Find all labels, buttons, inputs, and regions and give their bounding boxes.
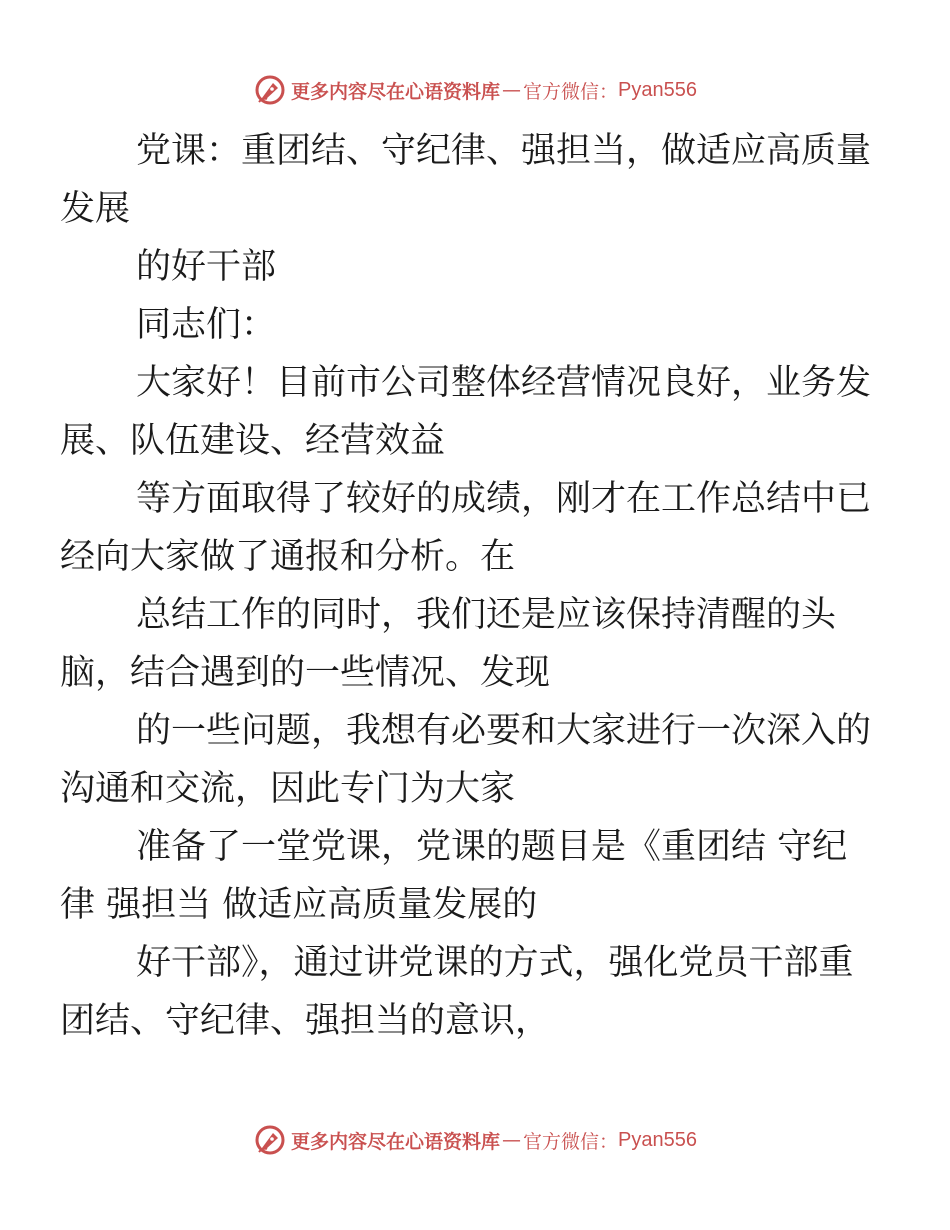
header-banner bbox=[0, 70, 950, 110]
text-line: 展、队伍建设、经营效益 bbox=[60, 421, 446, 461]
paragraph bbox=[60, 818, 858, 934]
header-wechat-label: 官方微信： bbox=[523, 80, 619, 103]
text-line: 沟通和交流，因此专门为大家 bbox=[60, 769, 516, 809]
paragraph bbox=[60, 470, 872, 586]
text-line: 好干部》，通过讲党课的方式，强化党员干部重 bbox=[136, 943, 854, 983]
text-line: 经向大家做了通报和分析。在 bbox=[60, 537, 516, 577]
paragraph bbox=[98, 296, 858, 354]
paragraph bbox=[60, 702, 872, 818]
document-body bbox=[60, 122, 872, 1050]
text-line: 党课：重团结、守纪律、强担当，做适应高质量 bbox=[136, 131, 872, 171]
footer-banner bbox=[0, 1120, 950, 1160]
paragraph bbox=[98, 238, 858, 296]
text-line: 脑，结合遇到的一些情况、发现 bbox=[60, 653, 551, 693]
pen-nib-circle-icon bbox=[253, 73, 287, 107]
footer-site-text: 更多内容尽在心语资料库 bbox=[291, 1130, 501, 1153]
text-line: 等方面取得了较好的成绩，刚才在工作总结中已 bbox=[136, 479, 872, 519]
text-line: 的一些问题，我想有必要和大家进行一次深入的 bbox=[136, 711, 872, 751]
footer-wechat-id: Pyan556 bbox=[618, 1128, 697, 1151]
paragraph bbox=[60, 586, 858, 702]
text-line: 大家好！目前市公司整体经营情况良好，业务发 bbox=[136, 363, 872, 403]
header-site-text: 更多内容尽在心语资料库 bbox=[291, 80, 501, 103]
footer-wechat-label: 官方微信： bbox=[523, 1130, 619, 1153]
text-line: 同志们： bbox=[136, 305, 277, 345]
text-line: 的好干部 bbox=[136, 247, 277, 287]
paragraph bbox=[60, 934, 858, 1050]
pen-nib-circle-icon bbox=[253, 1123, 287, 1157]
footer-separator: — bbox=[502, 1129, 522, 1151]
header-separator: — bbox=[502, 79, 522, 101]
text-line: 总结工作的同时，我们还是应该保持清醒的头 bbox=[136, 595, 837, 635]
paragraph bbox=[60, 354, 872, 470]
paragraph bbox=[60, 122, 872, 238]
text-line: 准备了一堂党课，党课的题目是《重团结 守纪 bbox=[136, 827, 848, 867]
text-line: 发展 bbox=[60, 189, 131, 229]
text-line: 团结、守纪律、强担当的意识， bbox=[60, 1001, 551, 1041]
header-wechat-id: Pyan556 bbox=[618, 78, 697, 101]
text-line: 律 强担当 做适应高质量发展的 bbox=[60, 885, 538, 925]
